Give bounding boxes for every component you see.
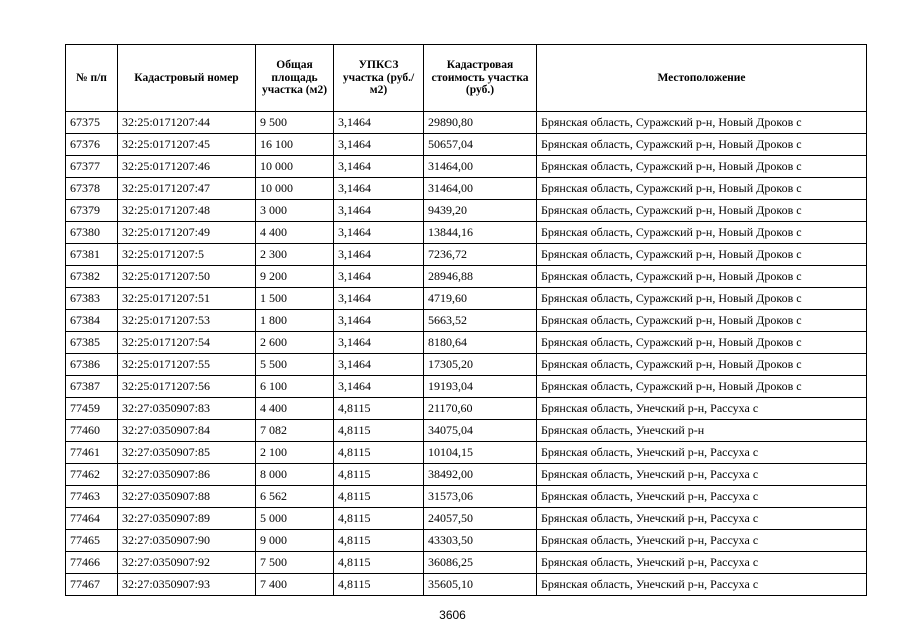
table-row <box>66 332 867 354</box>
table-row <box>66 552 867 574</box>
cell-location: Брянская область, Суражский р-н, Новый Дроков с <box>537 354 867 376</box>
cell-upksz: 3,1464 <box>334 200 424 222</box>
cell-cadastral-number: 32:25:0171207:48 <box>118 200 256 222</box>
cell-number: 67377 <box>66 156 118 178</box>
cell-location: Брянская область, Унечский р-н, Рассуха с <box>537 398 867 420</box>
cell-number: 67387 <box>66 376 118 398</box>
cell-location: Брянская область, Суражский р-н, Новый Дроков с <box>537 310 867 332</box>
cell-area: 4 400 <box>256 398 334 420</box>
cell-location: Брянская область, Унечский р-н, Рассуха с <box>537 464 867 486</box>
cell-cadastral-value: 35605,10 <box>424 574 537 596</box>
cell-upksz: 4,8115 <box>334 552 424 574</box>
cell-location: Брянская область, Суражский р-н, Новый Дроков с <box>537 376 867 398</box>
table-row <box>66 530 867 552</box>
header-location: Местоположение <box>537 45 867 112</box>
cell-cadastral-value: 24057,50 <box>424 508 537 530</box>
cell-area: 6 100 <box>256 376 334 398</box>
cell-location: Брянская область, Унечский р-н, Рассуха с <box>537 442 867 464</box>
cell-upksz: 4,8115 <box>334 574 424 596</box>
cell-location: Брянская область, Суражский р-н, Новый Дроков с <box>537 112 867 134</box>
cell-number: 67384 <box>66 310 118 332</box>
cell-area: 10 000 <box>256 178 334 200</box>
cell-cadastral-number: 32:25:0171207:55 <box>118 354 256 376</box>
table-row <box>66 420 867 442</box>
cell-upksz: 4,8115 <box>334 464 424 486</box>
cell-number: 67382 <box>66 266 118 288</box>
table-row <box>66 508 867 530</box>
cell-location: Брянская область, Суражский р-н, Новый Дроков с <box>537 222 867 244</box>
cell-location: Брянская область, Суражский р-н, Новый Дроков с <box>537 156 867 178</box>
cell-cadastral-number: 32:25:0171207:5 <box>118 244 256 266</box>
cell-upksz: 4,8115 <box>334 442 424 464</box>
cell-location: Брянская область, Унечский р-н, Рассуха с <box>537 508 867 530</box>
cell-area: 8 000 <box>256 464 334 486</box>
cell-cadastral-value: 10104,15 <box>424 442 537 464</box>
cell-area: 16 100 <box>256 134 334 156</box>
cell-number: 67379 <box>66 200 118 222</box>
table-header-row <box>66 45 867 112</box>
cell-location: Брянская область, Суражский р-н, Новый Дроков с <box>537 288 867 310</box>
cell-cadastral-number: 32:25:0171207:46 <box>118 156 256 178</box>
cell-upksz: 4,8115 <box>334 508 424 530</box>
cell-cadastral-value: 7236,72 <box>424 244 537 266</box>
cell-location: Брянская область, Унечский р-н, Рассуха с <box>537 552 867 574</box>
cell-number: 77461 <box>66 442 118 464</box>
cell-area: 2 100 <box>256 442 334 464</box>
cell-area: 1 500 <box>256 288 334 310</box>
cell-cadastral-number: 32:27:0350907:93 <box>118 574 256 596</box>
cell-cadastral-value: 17305,20 <box>424 354 537 376</box>
cell-cadastral-number: 32:27:0350907:90 <box>118 530 256 552</box>
cell-cadastral-number: 32:25:0171207:47 <box>118 178 256 200</box>
cell-cadastral-number: 32:27:0350907:84 <box>118 420 256 442</box>
cell-number: 67385 <box>66 332 118 354</box>
cell-area: 4 400 <box>256 222 334 244</box>
cell-cadastral-value: 21170,60 <box>424 398 537 420</box>
cell-cadastral-value: 9439,20 <box>424 200 537 222</box>
page-number: 3606 <box>439 608 466 622</box>
cell-cadastral-value: 31464,00 <box>424 178 537 200</box>
header-area: Общая площадь участка (м2) <box>256 45 334 112</box>
cell-cadastral-number: 32:25:0171207:44 <box>118 112 256 134</box>
cell-location: Брянская область, Унечский р-н, Рассуха с <box>537 486 867 508</box>
table-row <box>66 156 867 178</box>
cell-cadastral-value: 13844,16 <box>424 222 537 244</box>
cell-cadastral-value: 31573,06 <box>424 486 537 508</box>
cell-location: Брянская область, Суражский р-н, Новый Дроков с <box>537 266 867 288</box>
cell-cadastral-value: 4719,60 <box>424 288 537 310</box>
cell-location: Брянская область, Суражский р-н, Новый Дроков с <box>537 244 867 266</box>
cell-cadastral-value: 19193,04 <box>424 376 537 398</box>
table-body <box>66 112 867 596</box>
cell-number: 77466 <box>66 552 118 574</box>
table-row <box>66 486 867 508</box>
cell-area: 9 000 <box>256 530 334 552</box>
cell-number: 77467 <box>66 574 118 596</box>
cell-location: Брянская область, Унечский р-н, Рассуха с <box>537 530 867 552</box>
cell-area: 3 000 <box>256 200 334 222</box>
table-row <box>66 222 867 244</box>
cell-cadastral-number: 32:27:0350907:83 <box>118 398 256 420</box>
cell-upksz: 3,1464 <box>334 156 424 178</box>
cell-number: 77459 <box>66 398 118 420</box>
cell-number: 67383 <box>66 288 118 310</box>
cell-number: 67375 <box>66 112 118 134</box>
table-row <box>66 354 867 376</box>
cell-number: 67380 <box>66 222 118 244</box>
table-row <box>66 442 867 464</box>
cell-number: 67386 <box>66 354 118 376</box>
cell-upksz: 3,1464 <box>334 222 424 244</box>
cell-upksz: 3,1464 <box>334 134 424 156</box>
cell-cadastral-value: 34075,04 <box>424 420 537 442</box>
cell-upksz: 3,1464 <box>334 244 424 266</box>
table-row <box>66 134 867 156</box>
cell-cadastral-value: 38492,00 <box>424 464 537 486</box>
cell-area: 9 200 <box>256 266 334 288</box>
cell-area: 10 000 <box>256 156 334 178</box>
cell-number: 77464 <box>66 508 118 530</box>
cell-area: 9 500 <box>256 112 334 134</box>
cell-number: 67378 <box>66 178 118 200</box>
cell-cadastral-value: 28946,88 <box>424 266 537 288</box>
cell-upksz: 3,1464 <box>334 376 424 398</box>
cell-cadastral-number: 32:27:0350907:88 <box>118 486 256 508</box>
table-row <box>66 464 867 486</box>
cell-location: Брянская область, Суражский р-н, Новый Дроков с <box>537 178 867 200</box>
cell-location: Брянская область, Унечский р-н <box>537 420 867 442</box>
header-upksz: УПКСЗ участка (руб./м2) <box>334 45 424 112</box>
cell-cadastral-value: 8180,64 <box>424 332 537 354</box>
table-row <box>66 200 867 222</box>
cell-area: 5 500 <box>256 354 334 376</box>
cell-upksz: 4,8115 <box>334 420 424 442</box>
table-row <box>66 244 867 266</box>
cell-location: Брянская область, Унечский р-н, Рассуха с <box>537 574 867 596</box>
cell-area: 2 600 <box>256 332 334 354</box>
cell-upksz: 3,1464 <box>334 178 424 200</box>
cell-area: 7 400 <box>256 574 334 596</box>
cell-area: 7 082 <box>256 420 334 442</box>
cell-upksz: 4,8115 <box>334 398 424 420</box>
cell-cadastral-number: 32:25:0171207:45 <box>118 134 256 156</box>
cell-number: 77462 <box>66 464 118 486</box>
cadastral-table <box>65 44 867 596</box>
cell-upksz: 3,1464 <box>334 288 424 310</box>
cell-location: Брянская область, Суражский р-н, Новый Дроков с <box>537 200 867 222</box>
table-row <box>66 288 867 310</box>
cell-number: 67381 <box>66 244 118 266</box>
cell-area: 7 500 <box>256 552 334 574</box>
cell-cadastral-value: 31464,00 <box>424 156 537 178</box>
table-row <box>66 266 867 288</box>
table-row <box>66 310 867 332</box>
cell-cadastral-number: 32:25:0171207:51 <box>118 288 256 310</box>
cell-location: Брянская область, Суражский р-н, Новый Дроков с <box>537 134 867 156</box>
cell-cadastral-value: 50657,04 <box>424 134 537 156</box>
header-number: № п/п <box>66 45 118 112</box>
cell-cadastral-number: 32:27:0350907:85 <box>118 442 256 464</box>
cell-number: 67376 <box>66 134 118 156</box>
cell-cadastral-number: 32:25:0171207:54 <box>118 332 256 354</box>
cell-area: 5 000 <box>256 508 334 530</box>
header-cadastral-value: Кадастровая стоимость участка (руб.) <box>424 45 537 112</box>
table-row <box>66 178 867 200</box>
cell-cadastral-number: 32:25:0171207:53 <box>118 310 256 332</box>
cell-cadastral-value: 43303,50 <box>424 530 537 552</box>
cell-number: 77463 <box>66 486 118 508</box>
cell-area: 1 800 <box>256 310 334 332</box>
cell-upksz: 4,8115 <box>334 530 424 552</box>
cell-area: 2 300 <box>256 244 334 266</box>
cell-number: 77460 <box>66 420 118 442</box>
cell-cadastral-value: 29890,80 <box>424 112 537 134</box>
cell-number: 77465 <box>66 530 118 552</box>
cell-area: 6 562 <box>256 486 334 508</box>
cell-cadastral-number: 32:25:0171207:49 <box>118 222 256 244</box>
cell-upksz: 3,1464 <box>334 112 424 134</box>
cell-location: Брянская область, Суражский р-н, Новый Дроков с <box>537 332 867 354</box>
table-row <box>66 398 867 420</box>
table-row <box>66 376 867 398</box>
cell-cadastral-value: 5663,52 <box>424 310 537 332</box>
cell-cadastral-number: 32:27:0350907:92 <box>118 552 256 574</box>
cell-cadastral-number: 32:27:0350907:89 <box>118 508 256 530</box>
cell-cadastral-value: 36086,25 <box>424 552 537 574</box>
header-cadastral-number: Кадастровый номер <box>118 45 256 112</box>
cell-upksz: 3,1464 <box>334 310 424 332</box>
table-row <box>66 574 867 596</box>
table-row <box>66 112 867 134</box>
cell-upksz: 3,1464 <box>334 332 424 354</box>
cell-upksz: 4,8115 <box>334 486 424 508</box>
cell-cadastral-number: 32:25:0171207:50 <box>118 266 256 288</box>
cell-upksz: 3,1464 <box>334 354 424 376</box>
cell-cadastral-number: 32:27:0350907:86 <box>118 464 256 486</box>
cell-cadastral-number: 32:25:0171207:56 <box>118 376 256 398</box>
cell-upksz: 3,1464 <box>334 266 424 288</box>
